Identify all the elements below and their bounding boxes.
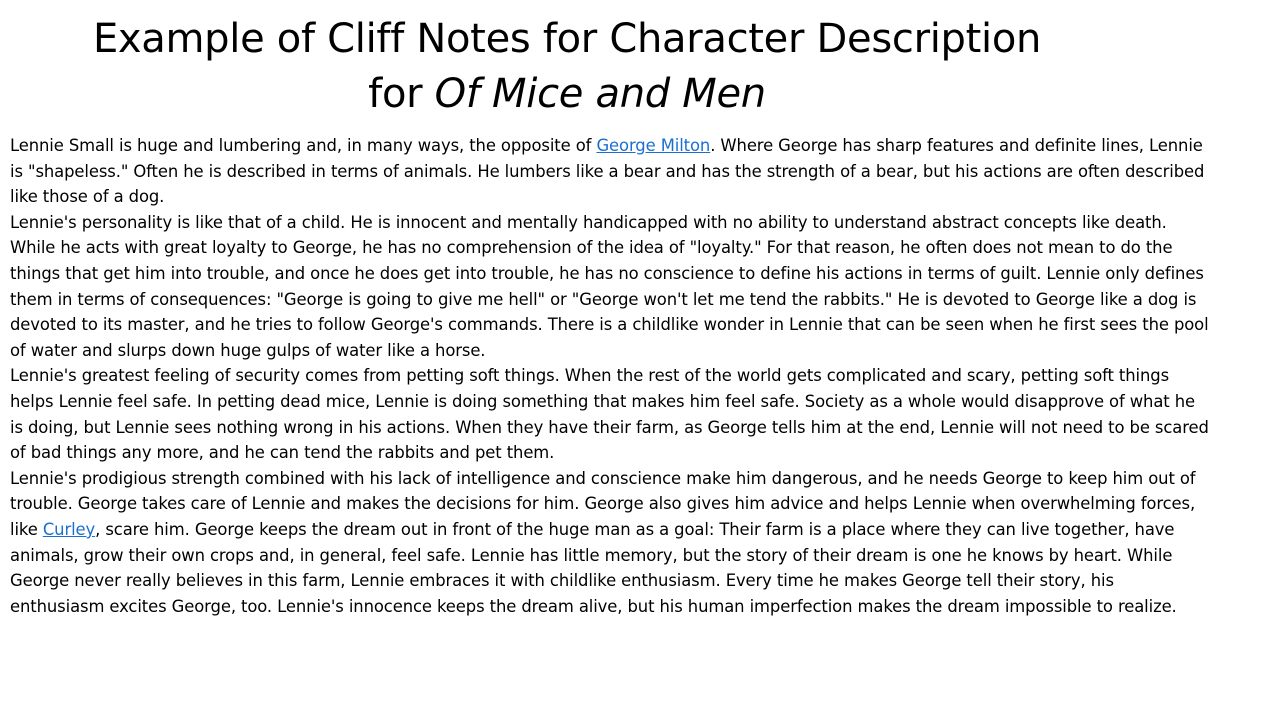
paragraph-security: Lennie's greatest feeling of security comes from petting soft things. When the rest of the world gets complicated and scary, petting soft things helps Lennie feel safe. In petting dead mice, Lennie is doing something that makes him feel safe. Society as a whole would disapprove of what he is doing, but Lennie sees nothing wrong in his actions. When they have their farm, as George tells him at the end, Lennie will not need to be scared of bad things any more, and he can tend the rabbits and pet them. bbox=[10, 366, 1209, 463]
george-milton-link[interactable]: George Milton bbox=[596, 136, 711, 155]
paragraph-text: Lennie Small is huge and lumbering and, in many ways, the opposite of bbox=[10, 136, 597, 155]
title-line-2-prefix: for bbox=[368, 71, 435, 117]
book-title: Of Mice and Men bbox=[434, 71, 766, 117]
paragraph-appearance bbox=[10, 133, 1210, 210]
paragraph-text: . Where George has sharp features and definite lines, Lennie is "shapeless." Often he is described in terms of animals. He lumbers like a bear and has the strength of a bear, but his actions are often described like those of a dog. bbox=[10, 136, 1205, 207]
curley-link[interactable]: Curley bbox=[42, 519, 96, 539]
character-description bbox=[10, 133, 1210, 619]
title-line-2 bbox=[0, 67, 1134, 122]
title-line-1: Example of Cliff Notes for Character Description bbox=[92, 16, 1042, 62]
paragraph-text: , scare him. George keeps the dream out in front of the huge man as a goal: Their farm is a place where they can live together, have animals, grow their own crops and, in general, feel safe. Lennie has little memory, but the story of their dream is one he knows by heart. While George never really believes in this farm, Lennie embraces it with childlike enthusiasm. Every time he makes George tell their story, his enthusiasm excites George, too. Lennie's innocence keeps the dream alive, but his human imperfection makes the dream impossible to realize. bbox=[10, 519, 1177, 616]
slide-title bbox=[0, 12, 1134, 122]
paragraph-text: Lennie's prodigious strength combined with his lack of intelligence and conscience make him dangerous, and he needs George to keep him out of trouble. George takes care of Lennie and makes the decisions for him. George also gives him advice and helps Lennie when overwhelming forces, like bbox=[10, 468, 1196, 539]
paragraph-personality: Lennie's personality is like that of a child. He is innocent and mentally handicapped with no ability to understand abstract concepts like death. While he acts with great loyalty to George, he has no comprehension of the idea of "loyalty." For that reason, he often does not mean to do the things that get him into trouble, and once he does get into trouble, he has no conscience to define his actions in terms of guilt. Lennie only defines them in terms of consequences: "George is going to give me hell" or "George won't let me tend the rabbits." He is devoted to George like a dog is devoted to its master, and he tries to follow George's commands. There is a childlike wonder in Lennie that can be seen when he first sees the pool of water and slurps down huge gulps of water like a horse. bbox=[10, 212, 1209, 360]
paragraph-strength bbox=[10, 466, 1210, 620]
